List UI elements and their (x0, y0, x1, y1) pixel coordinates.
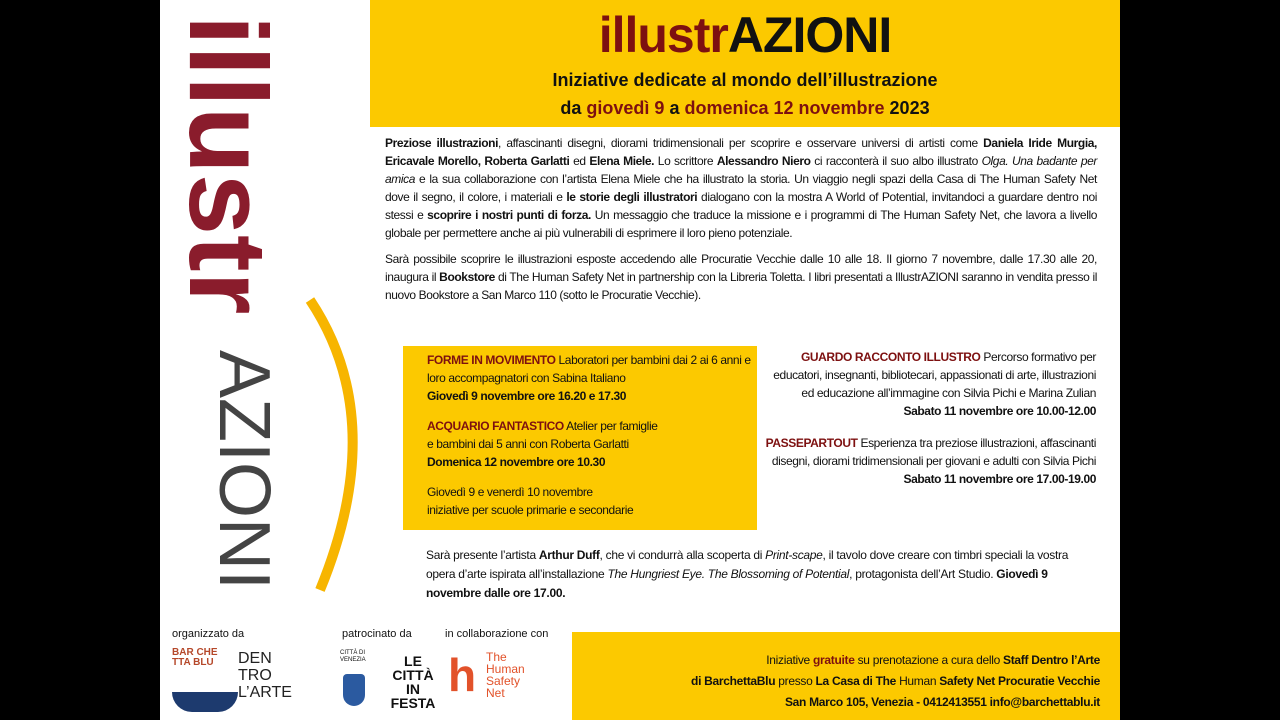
text-segment: , che vi condurrà alla scoperta di (599, 548, 766, 562)
text-segment: Esperienza tra preziose illustrazioni, affascinanti disegni, diorami tridimensionali per giovani e adulti con Silvia Pichi (771, 436, 1096, 468)
text-segment: Safety Net Procuratie Vecchie (936, 674, 1100, 688)
text-segment: Sarà presente l’artista (426, 548, 539, 562)
page-title (370, 4, 1120, 66)
hsn-h-icon: h (448, 649, 477, 701)
text-segment: le storie degli illustratori (566, 190, 698, 204)
text-segment: Staff Dentro l’Arte (1003, 653, 1100, 667)
text-segment: dialogano con la mostra A World of Potential, invitandoci a guardare dentro noi stessi e (385, 190, 1098, 222)
text-segment: GUARDO RACCONTO ILLUSTRO (800, 350, 981, 364)
event-item (427, 483, 751, 519)
text-segment: Giovedì 9 novembre dalle ore 17.00. (426, 567, 1048, 600)
booking-info (572, 632, 1120, 720)
venezia-crest-icon (343, 674, 365, 706)
adult-events (764, 348, 1096, 502)
text-segment: Arthur Duff (538, 548, 600, 562)
text-segment: Giovedì 9 e venerdì 10 novembre (427, 485, 593, 499)
le-citta-in-festa-logo: LE CITTÀ IN FESTA (390, 653, 436, 711)
info-line (572, 650, 1100, 671)
artist-note (426, 546, 1086, 603)
description-paragraph (385, 250, 1097, 304)
text-segment: La Casa di The (815, 674, 900, 688)
text-segment: ed (569, 154, 590, 168)
subtitle: Iniziative dedicate al mondo dell’illustrazione (552, 70, 938, 90)
text-segment: giovedì 9 (586, 98, 665, 118)
text-segment: Percorso formativo per educatori, insegnanti, bibliotecari, appassionati di arte, illustrazioni ed educazione all’immagine con Silvia Pichi e Marina Zulian (773, 350, 1096, 400)
text-segment: e la sua collaborazione con l’artista Elena Miele che ha illustrato la storia. Un viaggio negli spazi della Casa di The Human Safety Net dove il segno, il colore, i materiali e (385, 172, 1097, 204)
text-segment: Elena Miele. (589, 154, 655, 168)
text-segment: Alessandro Niero (716, 154, 811, 168)
text-segment: , affascinanti disegni, diorami tridimensionali per scoprire e osservare universi di artisti come (498, 136, 984, 150)
text-segment: Bookstore (439, 270, 495, 284)
yellow-arc (310, 300, 353, 590)
text-segment: Iniziative (766, 653, 813, 667)
text-segment: di BarchettaBlu (691, 674, 776, 688)
text-segment: presso (775, 674, 816, 688)
poster (160, 0, 1120, 720)
title-part1: illustr (598, 7, 728, 63)
text-segment: domenica 12 novembre (684, 98, 885, 118)
text-segment: ACQUARIO FANTASTICO (427, 419, 564, 433)
text-segment: Un messaggio che traduce la missione e i programmi di The Human Safety Net, che lavora a livello globale per permettere anche ai più vulnerabili di esprimere il loro pieno potenziale. (385, 208, 1098, 240)
text-segment: FORME IN MOVIMENTO (427, 353, 556, 367)
text-segment: e bambini dai 5 anni con Roberta Garlatti (427, 437, 629, 451)
text-segment: Sabato 11 novembre ore 17.00-19.00 (903, 472, 1096, 486)
event-item (764, 434, 1096, 488)
text-segment: Domenica 12 novembre ore 10.30 (427, 455, 606, 469)
event-item (427, 417, 751, 471)
text-segment: Human (899, 674, 937, 688)
event-item (427, 351, 751, 405)
title-part2: AZIONI (727, 7, 892, 63)
illustrazioni-logo-artwork (160, 0, 370, 620)
text-segment: Sabato 11 novembre ore 10.00-12.00 (903, 404, 1096, 418)
text-segment: su prenotazione a cura dello (854, 653, 1004, 667)
text-segment: Sarà possibile scoprire le illustrazioni esposte accedendo alle Procuratie Vecchie dalle 10 alle 18. Il giorno 7 novembre, dalle 17.30 alle 20, inaugura il (385, 252, 1097, 284)
text-segment: PASSEPARTOUT (765, 436, 858, 450)
text-segment: gratuite (812, 653, 855, 667)
header-banner (370, 0, 1120, 127)
description (385, 134, 1097, 312)
logo-text-illustr: illustr (166, 15, 289, 315)
text-segment: Preziose illustrazioni (385, 136, 499, 150)
dentro-larte-logo (238, 650, 333, 701)
text-segment: 2023 (884, 98, 930, 118)
logo-text-azioni: AZIONI (204, 350, 284, 591)
text-segment: iniziative per scuole primarie e secondarie (427, 503, 634, 517)
text-segment: , protagonista dell’Art Studio. (849, 567, 997, 581)
whale-icon (172, 692, 238, 712)
info-line (572, 692, 1100, 713)
text-segment: Giovedì 9 novembre ore 16.20 e 17.30 (427, 389, 627, 403)
text-segment: di The Human Safety Net in partnership con la Libreria Toletta. I libri presentati a IllustrAZIONI saranno in vendita presso il nuovo Bookstore a San Marco 110 (sotto le Procuratie Vecchie). (385, 270, 1098, 302)
text-segment: Daniela Iride Murgia, Ericavale Morello, Roberta Garlatti (385, 136, 1097, 168)
hsn-logo: The Human Safety Net (486, 650, 525, 700)
text-segment: ci racconterà il suo albo illustrato (810, 154, 982, 168)
text-segment: , il tavolo dove creare con timbri speciali la vostra opera d’arte ispirata all’installazione (426, 548, 1069, 581)
barchettablu-logo: BAR CHE TTA BLU (172, 647, 218, 668)
text-segment: Laboratori per bambini dai 2 ai 6 anni e loro accompagnatori con Sabina Italiano (427, 353, 751, 385)
event-item (764, 348, 1096, 420)
text-segment: San Marco 105, Venezia - 0412413551 info@barchettablu.it (784, 695, 1100, 709)
kids-events-box (403, 346, 757, 530)
text-segment: da (560, 98, 587, 118)
venezia-crest-logo: CITTÀ DI VENEZIA (340, 650, 366, 663)
text-segment: The Hungriest Eye. The Blossoming of Potential (607, 567, 850, 581)
text-segment: Lo scrittore (654, 154, 717, 168)
collab-label: in collaborazione con (445, 628, 549, 640)
text-segment: Olga. Una badante per amica (385, 154, 1097, 186)
event-dates (370, 94, 1120, 122)
info-line (572, 671, 1100, 692)
organized-label: organizzato da (172, 628, 245, 640)
text-segment: Atelier per famiglie (563, 419, 658, 433)
text-segment: Print-scape (765, 548, 823, 562)
dentro-larte-logo-text: DEN TRO L’ARTE (238, 650, 292, 701)
text-segment: a (664, 98, 685, 118)
description-paragraph (385, 134, 1097, 242)
patron-label: patrocinato da (342, 628, 412, 640)
text-segment: scoprire i nostri punti di forza. (427, 208, 591, 222)
